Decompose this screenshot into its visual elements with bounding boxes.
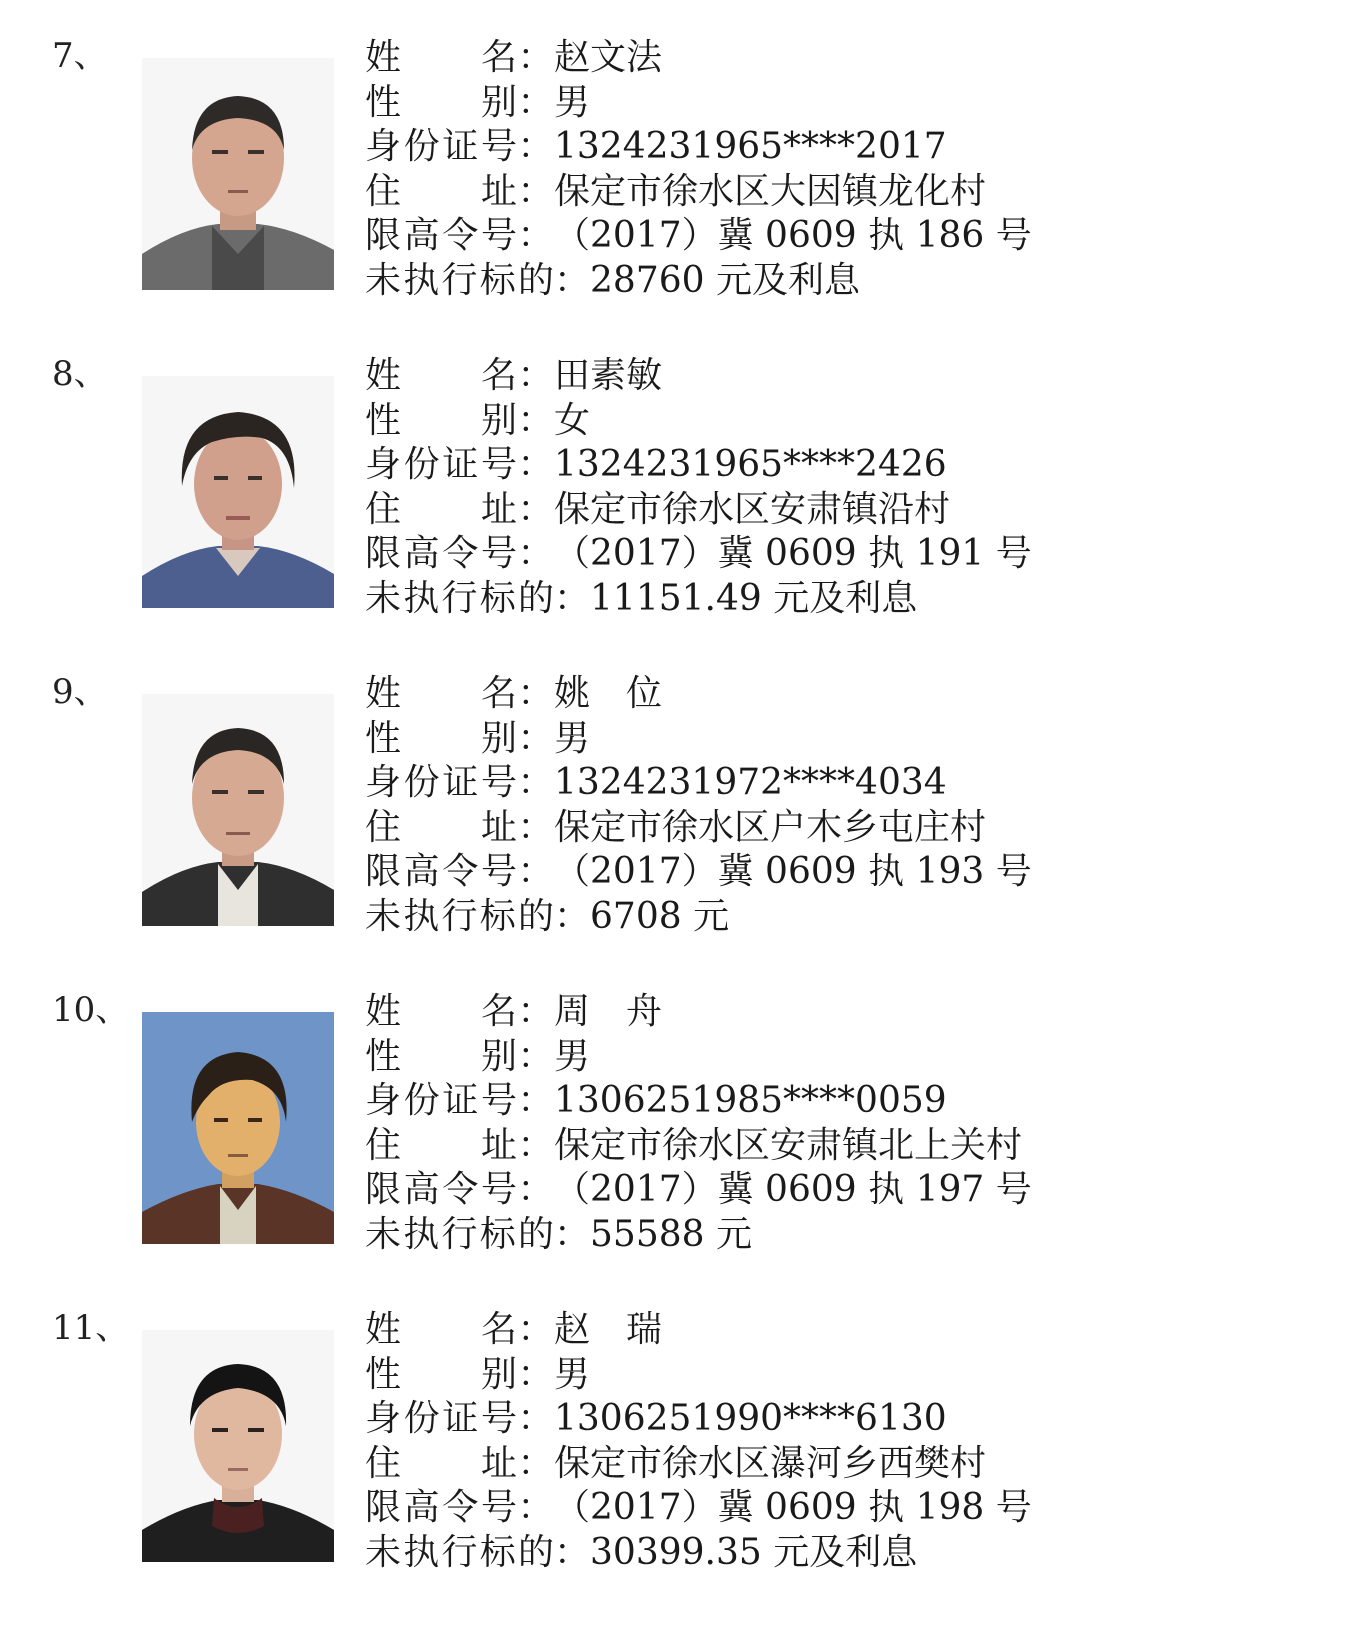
entry-number: 7、 [52,36,108,76]
gender-value: 女 [554,399,591,441]
person-photo [142,376,334,608]
colon: ： [517,762,554,803]
person-photo-image [142,376,334,608]
person-photo [142,1012,334,1244]
name-row [365,990,1325,1035]
colon: ： [517,1169,554,1210]
person-photo [142,694,334,926]
address-row [365,806,1325,851]
colon: ： [517,81,554,123]
colon: ： [517,1080,554,1121]
person-photo-image [142,1330,334,1562]
order-row [365,214,1325,259]
name-label: 姓 名 [365,37,517,78]
unexecuted-value: 11151.49 元及利息 [590,577,918,619]
colon: ： [517,1442,554,1484]
record-entry-10 [0,976,1350,1276]
address-value: 保定市徐水区户木乡屯庄村 [554,806,987,848]
address-row [365,1442,1325,1487]
unexecuted-row [365,1531,1325,1576]
id-row [365,1079,1325,1124]
unexecuted-label: 未执行标的 [365,1531,554,1573]
address-label: 住 址 [365,1442,517,1484]
unexecuted-label: 未执行标的 [365,895,554,937]
person-photo-image [142,1012,334,1244]
gender-row [365,717,1325,762]
address-value: 保定市徐水区大因镇龙化村 [554,170,987,212]
id-label: 身份证号 [365,1398,517,1439]
unexecuted-value: 28760 元及利息 [590,259,860,301]
id-label: 身份证号 [365,126,517,167]
unexecuted-label: 未执行标的 [365,1213,554,1255]
gender-value: 男 [554,717,591,759]
colon: ： [517,126,554,167]
colon: ： [517,533,554,574]
name-label: 姓 名 [365,1309,517,1350]
unexecuted-value: 30399.35 元及利息 [590,1531,918,1573]
address-row [365,170,1325,215]
order-label: 限高令号 [365,1169,517,1210]
address-label: 住 址 [365,170,517,212]
entry-fields [365,36,1325,303]
entry-fields [365,354,1325,621]
name-row [365,1308,1325,1353]
gender-label: 性 别 [365,399,517,441]
name-row [365,672,1325,717]
gender-row [365,399,1325,444]
colon: ： [517,1353,554,1395]
entry-number: 10、 [52,990,130,1030]
id-value: 1306251990****6130 [554,1398,947,1439]
address-value: 保定市徐水区安肃镇沿村 [554,488,951,530]
order-row [365,1168,1325,1213]
entry-number: 8、 [52,354,108,394]
id-value: 1324231972****4034 [554,762,947,803]
colon: ： [517,717,554,759]
colon: ： [517,215,554,256]
record-entry-9 [0,658,1350,958]
gender-label: 性 别 [365,81,517,123]
colon: ： [517,1309,554,1350]
name-value: 田素敏 [554,355,663,396]
name-value: 赵瑞 [554,1309,699,1350]
name-row [365,36,1325,81]
name-label: 姓 名 [365,991,517,1032]
name-label: 姓 名 [365,355,517,396]
unexecuted-row [365,259,1325,304]
address-row [365,1124,1325,1169]
address-value: 保定市徐水区安肃镇北上关村 [554,1124,1023,1166]
order-row [365,850,1325,895]
order-value: （2017）冀 0609 执 198 号 [554,1487,1032,1528]
colon: ： [517,1398,554,1439]
colon: ： [517,673,554,714]
colon: ： [517,851,554,892]
id-row [365,443,1325,488]
order-label: 限高令号 [365,533,517,574]
order-value: （2017）冀 0609 执 186 号 [554,215,1032,256]
id-label: 身份证号 [365,1080,517,1121]
entry-fields [365,990,1325,1257]
address-row [365,488,1325,533]
unexecuted-row [365,895,1325,940]
unexecuted-label: 未执行标的 [365,259,554,301]
order-value: （2017）冀 0609 执 191 号 [554,533,1032,574]
order-value: （2017）冀 0609 执 193 号 [554,851,1032,892]
colon: ： [517,806,554,848]
address-label: 住 址 [365,1124,517,1166]
order-row [365,532,1325,577]
colon: ： [517,399,554,441]
colon: ： [517,991,554,1032]
order-label: 限高令号 [365,215,517,256]
colon: ： [517,488,554,530]
gender-label: 性 别 [365,717,517,759]
entry-fields [365,1308,1325,1575]
unexecuted-row [365,1213,1325,1258]
unexecuted-label: 未执行标的 [365,577,554,619]
id-row [365,761,1325,806]
gender-label: 性 别 [365,1353,517,1395]
id-label: 身份证号 [365,444,517,485]
record-entry-7 [0,22,1350,322]
gender-row [365,1035,1325,1080]
colon: ： [554,1531,591,1573]
person-photo-image [142,694,334,926]
record-entry-8 [0,340,1350,640]
colon: ： [517,37,554,78]
id-label: 身份证号 [365,762,517,803]
order-label: 限高令号 [365,1487,517,1528]
id-value: 1306251985****0059 [554,1080,947,1121]
entry-fields [365,672,1325,939]
gender-row [365,81,1325,126]
name-label: 姓 名 [365,673,517,714]
name-value: 周舟 [554,991,699,1032]
order-value: （2017）冀 0609 执 197 号 [554,1169,1032,1210]
colon: ： [517,444,554,485]
colon: ： [517,1124,554,1166]
address-label: 住 址 [365,488,517,530]
person-photo-image [142,58,334,290]
order-label: 限高令号 [365,851,517,892]
unexecuted-row [365,577,1325,622]
address-label: 住 址 [365,806,517,848]
name-value: 姚位 [554,673,699,714]
colon: ： [517,1035,554,1077]
colon: ： [554,577,591,619]
id-value: 1324231965****2017 [554,126,947,167]
gender-label: 性 别 [365,1035,517,1077]
unexecuted-value: 55588 元 [590,1213,752,1255]
unexecuted-value: 6708 元 [590,895,730,937]
name-row [365,354,1325,399]
gender-value: 男 [554,1035,591,1077]
colon: ： [554,895,591,937]
id-row [365,1397,1325,1442]
gender-value: 男 [554,1353,591,1395]
gender-value: 男 [554,81,591,123]
person-photo [142,1330,334,1562]
name-value: 赵文法 [554,37,663,78]
entry-number: 9、 [52,672,108,712]
colon: ： [517,1487,554,1528]
id-row [365,125,1325,170]
entry-number: 11、 [52,1308,130,1348]
id-value: 1324231965****2426 [554,444,947,485]
colon: ： [554,259,591,301]
order-row [365,1486,1325,1531]
person-photo [142,58,334,290]
colon: ： [517,355,554,396]
colon: ： [517,170,554,212]
record-entry-11 [0,1294,1350,1594]
colon: ： [554,1213,591,1255]
gender-row [365,1353,1325,1398]
address-value: 保定市徐水区瀑河乡西樊村 [554,1442,987,1484]
